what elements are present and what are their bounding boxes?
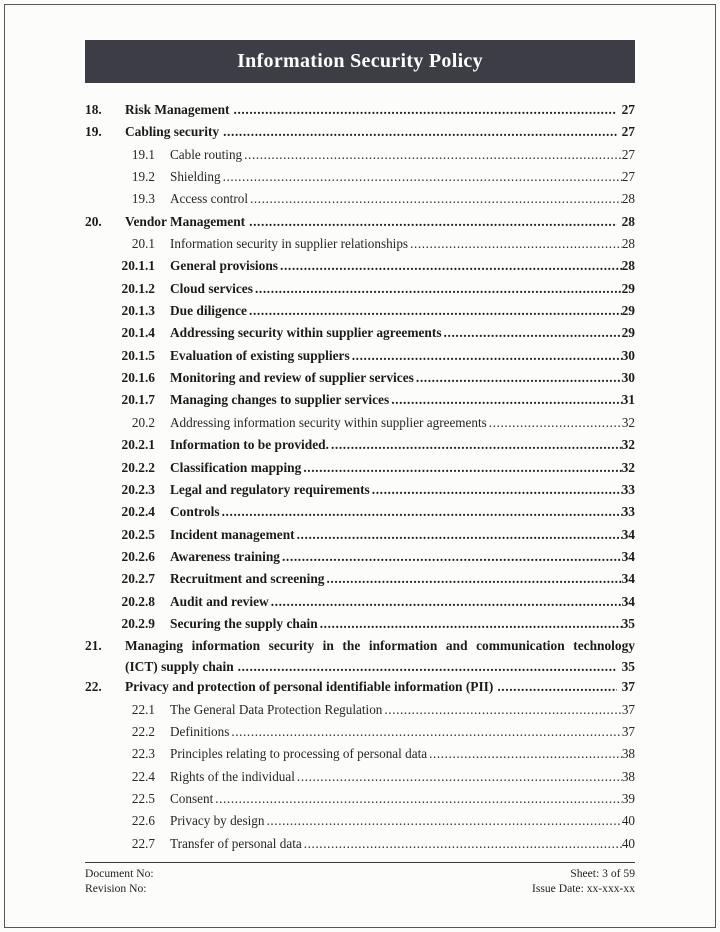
toc-entry-title: Controls <box>170 504 220 520</box>
footer-issue-date: Issue Date: xx-xxx-xx <box>531 882 635 895</box>
toc-entry-title: Cloud services <box>170 280 253 296</box>
toc-entry-page: 27 <box>621 124 635 140</box>
toc-entry <box>85 788 635 810</box>
toc-entry-title: General provisions <box>170 258 279 274</box>
toc-entry-page: 28 <box>621 191 635 207</box>
footer-sheet: Sheet: 3 of 59 <box>570 867 635 880</box>
toc-entry-page: 28 <box>621 258 635 274</box>
toc-entry-title: Monitoring and review of supplier services <box>170 370 414 386</box>
toc-entry-number: 19.1 <box>131 146 155 162</box>
toc-entry-number: 20.1.4 <box>121 325 155 341</box>
toc-entry <box>85 434 635 456</box>
dot-leader <box>250 188 622 210</box>
toc-entry-title: Shielding <box>170 169 221 185</box>
dot-leader <box>410 233 622 255</box>
toc-entry-number: 19. <box>85 124 102 140</box>
dot-leader <box>238 657 617 677</box>
toc-entry <box>85 676 635 698</box>
toc-entry-page: 31 <box>621 392 635 408</box>
toc-entry-number: 20.2 <box>131 414 155 430</box>
dot-leader <box>223 121 617 143</box>
toc-entry-title: Addressing information security within supplier agreements <box>170 414 487 430</box>
dot-leader <box>320 613 622 635</box>
toc-entry-title: Information security in supplier relationships <box>170 236 409 252</box>
toc-entry <box>85 457 635 479</box>
dot-leader <box>297 766 622 788</box>
dot-leader <box>234 99 617 121</box>
toc-entry-page: 29 <box>621 325 635 341</box>
toc-entry <box>85 188 635 210</box>
dot-leader <box>391 389 621 411</box>
toc-entry-number: 22.3 <box>131 746 155 762</box>
toc-entry-number: 20.1.6 <box>121 370 155 386</box>
dot-leader <box>304 833 622 855</box>
toc-entry-title: Securing the supply chain <box>170 615 318 631</box>
dot-leader <box>326 568 621 590</box>
toc-entry-number: 20.1.3 <box>121 303 155 319</box>
toc-entry-number: 22.6 <box>131 813 155 829</box>
toc-entry-title-continued: (ICT) supply chain <box>125 658 234 674</box>
footer-document-no: Document No: <box>85 867 154 880</box>
toc-entry-page: 30 <box>621 347 635 363</box>
toc-entry <box>85 479 635 501</box>
toc-entry <box>85 121 635 143</box>
toc-entry-title: Privacy by design <box>170 813 265 829</box>
dot-leader <box>297 524 622 546</box>
toc-entry-number: 20. <box>85 213 102 229</box>
toc-entry <box>85 721 635 743</box>
toc-entry-page: 29 <box>621 280 635 296</box>
toc-entry <box>85 524 635 546</box>
toc-entry-page: 35 <box>621 615 635 631</box>
dot-leader <box>331 434 622 456</box>
toc-entry <box>85 613 635 635</box>
toc-entry-title: Consent <box>170 790 214 806</box>
toc-entry-title: Vendor Management <box>125 213 246 229</box>
toc-entry-page: 32 <box>621 414 635 430</box>
toc-entry <box>85 591 635 613</box>
toc-entry-number: 20.2.7 <box>121 571 155 587</box>
toc-entry-number: 22.4 <box>131 768 155 784</box>
toc-entry <box>85 255 635 277</box>
toc-entry-title: Addressing security within supplier agreements <box>170 325 442 341</box>
toc-entry <box>85 166 635 188</box>
toc-entry-title: Due diligence <box>170 303 247 319</box>
toc-entry-page: 37 <box>621 723 635 739</box>
toc-entry-title: Awareness training <box>170 548 280 564</box>
toc-entry-page: 33 <box>621 504 635 520</box>
toc-entry-page: 39 <box>621 790 635 806</box>
toc-entry-title: Cable routing <box>170 146 243 162</box>
dot-leader <box>444 322 622 344</box>
toc-entry <box>85 501 635 523</box>
toc-entry-number: 18. <box>85 102 102 117</box>
toc-entry-page: 30 <box>621 370 635 386</box>
toc-entry <box>85 300 635 322</box>
dot-leader <box>249 211 616 233</box>
toc-entry-page: 32 <box>621 437 635 453</box>
toc-entry-number: 20.2.5 <box>121 526 155 542</box>
toc-entry-title: Transfer of personal data <box>170 835 302 851</box>
toc-entry-page: 38 <box>621 746 635 762</box>
dot-leader <box>489 412 622 434</box>
toc-entry-number: 20.2.2 <box>121 459 155 475</box>
toc-entry-number: 20.2.4 <box>121 504 155 520</box>
toc-entry-page: 28 <box>621 213 635 229</box>
toc-entry-number: 20.2.1 <box>121 437 155 453</box>
toc-entry-number: 19.3 <box>131 191 155 207</box>
toc-entry <box>85 322 635 344</box>
dot-leader <box>497 676 616 698</box>
toc-entry-number: 22.2 <box>131 723 155 739</box>
toc-entry-page: 35 <box>621 658 635 674</box>
page-footer <box>85 862 635 896</box>
toc-entry <box>85 211 635 233</box>
toc-entry <box>85 367 635 389</box>
toc-entry-number: 22. <box>85 679 102 695</box>
toc-entry <box>85 233 635 255</box>
toc-entry-title: Managing information security in the information and communication technology <box>125 638 635 654</box>
toc-entry-number: 20.2.6 <box>121 548 155 564</box>
toc-entry-title: Access control <box>170 191 248 207</box>
dot-leader <box>271 591 622 613</box>
toc-entry-title: Classification mapping <box>170 459 302 475</box>
toc-entry-number: 19.2 <box>131 169 155 185</box>
toc-entry-page: 28 <box>621 236 635 252</box>
toc-entry-page: 34 <box>621 526 635 542</box>
toc-entry-page: 38 <box>621 768 635 784</box>
toc-entry-number: 20.2.9 <box>121 615 155 631</box>
toc-entry-page: 34 <box>621 571 635 587</box>
toc-entry <box>85 99 635 121</box>
toc-entry-number: 20.1.1 <box>121 258 155 274</box>
toc-entry-page: 29 <box>621 303 635 319</box>
dot-leader <box>244 144 622 166</box>
toc-entry-number: 22.1 <box>131 701 155 717</box>
toc-entry-number: 20.1.5 <box>121 347 155 363</box>
toc-entry-page: 34 <box>621 593 635 609</box>
dot-leader <box>249 300 622 322</box>
toc-entry-page: 37 <box>621 679 635 695</box>
toc-entry <box>85 412 635 434</box>
toc-entry-page: 27 <box>621 102 635 117</box>
toc-entry-title: Managing changes to supplier services <box>170 392 390 408</box>
toc-entry-title: Recruitment and screening <box>170 571 325 587</box>
toc-entry-page: 37 <box>621 701 635 717</box>
toc-list <box>85 99 635 855</box>
toc-entry-title: Legal and regulatory requirements <box>170 481 370 497</box>
toc-entry-page: 27 <box>621 146 635 162</box>
toc-entry <box>85 810 635 832</box>
dot-leader <box>282 546 622 568</box>
dot-leader <box>303 457 621 479</box>
dot-leader <box>215 788 622 810</box>
footer-left <box>85 866 154 896</box>
toc-entry-title: Audit and review <box>170 593 269 609</box>
toc-entry-number: 21. <box>85 638 102 654</box>
toc-entry-title: Risk Management <box>125 102 230 117</box>
toc-entry-number: 20.1 <box>131 236 155 252</box>
dot-leader <box>352 345 622 367</box>
toc-entry-title: Cabling security <box>125 124 220 140</box>
toc-entry-title: Evaluation of existing suppliers <box>170 347 350 363</box>
toc-entry-page: 32 <box>621 459 635 475</box>
dot-leader <box>280 255 622 277</box>
toc-entry-page: 34 <box>621 548 635 564</box>
toc-entry-number: 20.2.3 <box>121 481 155 497</box>
footer-revision-no: Revision No: <box>85 882 147 895</box>
toc-entry <box>85 345 635 367</box>
toc-entry <box>85 743 635 765</box>
dot-leader <box>267 810 622 832</box>
dot-leader <box>223 166 622 188</box>
toc-entry <box>85 546 635 568</box>
toc-entry-page: 27 <box>621 169 635 185</box>
toc-entry-number: 20.1.2 <box>121 280 155 296</box>
document-title: Information Security Policy <box>237 50 483 72</box>
dot-leader <box>222 501 622 523</box>
dot-leader <box>255 278 622 300</box>
toc-entry <box>85 766 635 788</box>
toc-entry <box>85 389 635 411</box>
toc-entry <box>85 278 635 300</box>
document-title-bar <box>85 40 635 83</box>
toc-entry-number: 20.2.8 <box>121 593 155 609</box>
toc-entry <box>85 144 635 166</box>
toc-entry <box>85 568 635 590</box>
dot-leader <box>384 699 621 721</box>
toc-entry <box>85 699 635 721</box>
toc-entry <box>85 635 635 676</box>
toc-entry-page: 40 <box>621 835 635 851</box>
toc-entry-title: The General Data Protection Regulation <box>170 701 383 717</box>
dot-leader <box>372 479 622 501</box>
toc-entry-page: 33 <box>621 481 635 497</box>
dot-leader <box>231 721 621 743</box>
toc-entry-title: Principles relating to processing of personal data <box>170 746 428 762</box>
toc-entry-number: 20.1.7 <box>121 392 155 408</box>
toc-entry-title: Definitions <box>170 723 230 739</box>
toc-entry-title: Privacy and protection of personal identifiable information (PII) <box>125 679 494 695</box>
toc-entry-title: Rights of the individual <box>170 768 295 784</box>
dot-leader <box>416 367 622 389</box>
toc-entry-number: 22.5 <box>131 790 155 806</box>
toc-entry-title: Incident management <box>170 526 295 542</box>
toc-entry-number: 22.7 <box>131 835 155 851</box>
dot-leader <box>429 743 622 765</box>
footer-right <box>532 866 635 896</box>
toc-entry-page: 40 <box>621 813 635 829</box>
toc-entry <box>85 833 635 855</box>
toc-entry-title: Information to be provided. <box>170 437 329 453</box>
